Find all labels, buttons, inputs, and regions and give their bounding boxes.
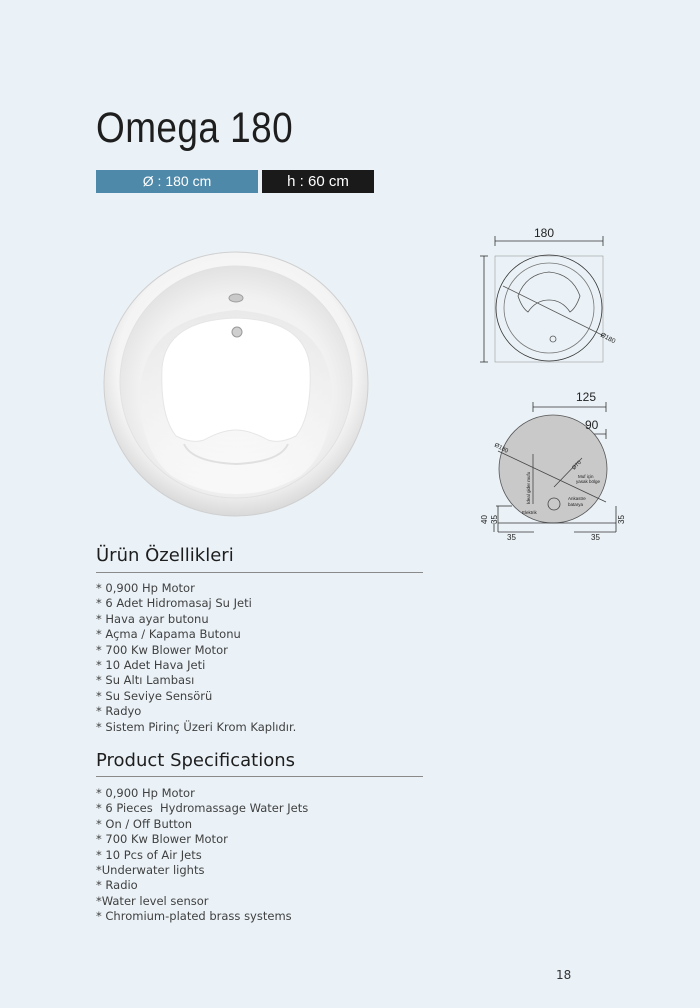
list-item: * Sistem Pirinç Üzeri Krom Kaplıdır.: [96, 719, 297, 734]
list-item: * 700 Kw Blower Motor: [96, 832, 228, 847]
list-item: * Radio: [96, 878, 138, 893]
list-item: * 700 Kw Blower Motor: [96, 642, 228, 657]
list-item: * On / Off Button: [96, 816, 193, 831]
top-width-label: 180: [534, 226, 555, 240]
technical-drawing: [478, 222, 628, 542]
faucet-label-2: batarya: [568, 502, 584, 507]
dim-35-bottom-left-label: 35: [507, 533, 516, 542]
list-item: * 6 Adet Hidromasaj Su Jeti: [96, 596, 252, 611]
list-item: * Su Altı Lambası: [96, 673, 195, 688]
top-diameter-label: Ø180: [599, 331, 617, 346]
tr-section-divider: [96, 572, 423, 573]
product-title: Omega 180: [96, 104, 294, 152]
tr-spec-list: [96, 581, 296, 735]
list-item: *Underwater lights: [96, 862, 205, 877]
forbidden-zone-label-1: Muf için: [578, 474, 594, 479]
list-item: * 6 Pieces Hydromassage Water Jets: [96, 801, 309, 816]
list-item: * 10 Adet Hava Jeti: [96, 657, 206, 672]
dim-90-label: 90: [585, 418, 599, 432]
dim-125-label: 125: [576, 390, 597, 404]
list-item: * Hava ayar butonu: [96, 611, 209, 626]
list-item: * 10 Pcs of Air Jets: [96, 847, 202, 862]
height-badge: h : 60 cm: [262, 170, 374, 193]
top-view-drawing: [480, 236, 604, 362]
list-item: * Su Seviye Sensörü: [96, 688, 213, 703]
dim-35-bottom-right-label: 35: [591, 533, 600, 542]
en-spec-list: [96, 786, 308, 925]
ideal-drain-label: İdeal gider mufu: [526, 471, 531, 504]
list-item: * Radyo: [96, 704, 142, 719]
en-section-divider: [96, 776, 423, 777]
list-item: * 0,900 Hp Motor: [96, 786, 195, 800]
list-item: *Water level sensor: [96, 893, 209, 908]
faucet-label-1: Ankastre: [568, 496, 586, 501]
page-number: 18: [556, 968, 572, 982]
tr-section-title: Ürün Özellikleri: [96, 545, 234, 566]
bottom-diameter-label: Ø180: [493, 442, 509, 455]
dim-35-left-vertical-label: 35: [490, 515, 499, 524]
en-section-title: Product Specifications: [96, 750, 296, 771]
overflow-icon: [229, 294, 243, 302]
electric-label: Elektrik: [522, 510, 537, 515]
small-diameter-label: Ø70: [571, 459, 583, 472]
list-item: * Chromium-plated brass systems: [96, 909, 292, 924]
list-item: * 0,900 Hp Motor: [96, 581, 195, 595]
drain-icon: [232, 327, 242, 337]
forbidden-zone-label-2: yasak bölge: [576, 479, 601, 484]
diameter-badge: Ø : 180 cm: [96, 170, 258, 193]
list-item: * Açma / Kapama Butonu: [96, 627, 241, 642]
bathtub-photo: [100, 248, 372, 520]
dim-35-right-vertical-label: 35: [617, 515, 626, 524]
dim-40-label: 40: [480, 515, 489, 524]
